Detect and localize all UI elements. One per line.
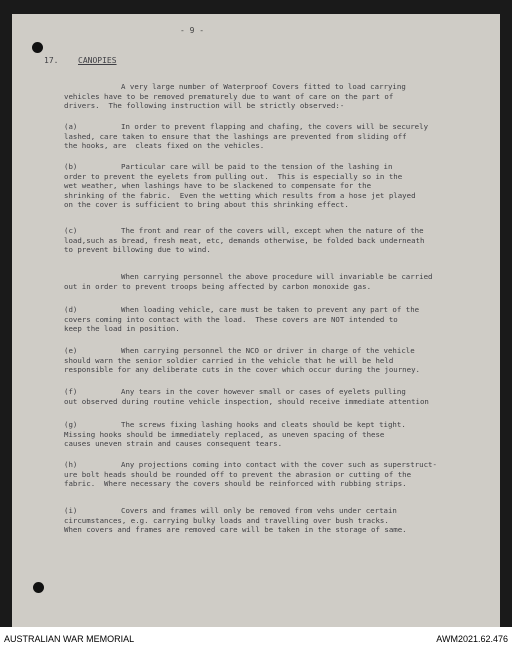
paragraph-line: fabric. Where necessary the covers should be reinforced with rubbing strips. — [64, 479, 407, 488]
footer-institution: AUSTRALIAN WAR MEMORIAL — [4, 634, 135, 644]
paragraph-line: out observed during routine vehicle inspection, should receive immediate attention — [64, 396, 429, 406]
paragraph-line: In order to prevent flapping and chafing, the covers will be securely — [121, 122, 429, 131]
paragraph-label: (a) — [64, 122, 78, 131]
paragraph-line: Particular care will be paid to the tension of the lashing in — [121, 162, 393, 171]
paragraph-line: A very large number of Waterproof Covers fitted to load carrying — [121, 82, 406, 91]
paragraph-label: (d) — [64, 305, 78, 314]
paragraph-line: When loading vehicle, care must be taken to prevent any part of the — [121, 305, 420, 314]
paragraph-line: The front and rear of the covers will, except when the nature of the — [121, 226, 424, 235]
punch-hole-bottom — [33, 582, 44, 593]
paragraph-line: out in order to prevent troops being affected by carbon monoxide gas. — [64, 281, 372, 291]
paragraph-line: When carrying personnel the above procedure will invariable be carried — [121, 272, 433, 281]
paragraph-label: (g) — [64, 420, 78, 429]
paragraph-line: covers coming into contact with the load. These covers are NOT intended to — [64, 314, 398, 324]
paragraph-line: vehicles have to be removed prematurely due to want of care on the part of — [64, 91, 394, 101]
paragraph-line: load,such as bread, fresh meat, etc, demands otherwise, be folded back underneath — [64, 235, 425, 245]
paragraph-line: Missing hooks should be immediately replaced, as uneven spacing of these — [64, 429, 385, 439]
paragraph-line: shrinking of the fabric. Even the wetting which results from a hose jet played — [64, 190, 416, 200]
paragraph-line: on the cover is sufficient to bring about this shrinking effect. — [64, 200, 349, 209]
paragraph-label: (e) — [64, 346, 78, 355]
paragraph-line: Any tears in the cover however small or cases of eyelets pulling — [121, 387, 406, 396]
paragraph-line: order to prevent the eyelets from pulling out. This is especially so in the — [64, 171, 403, 181]
paragraph-line: Covers and frames will only be removed from vehs under certain — [121, 506, 397, 515]
paragraph-line: keep the load in position. — [64, 324, 180, 333]
paragraph-line: responsible for any deliberate cuts in the cover which occur during the journey. — [64, 365, 420, 374]
paragraph-line: wet weather, when lashings have to be slackened to compensate for the — [64, 181, 372, 190]
paragraph-label: (c) — [64, 226, 78, 235]
paragraph-line: When covers and frames are removed care will be taken in the storage of same. — [64, 525, 407, 534]
paragraph-label: (f) — [64, 387, 78, 396]
section-heading: CANOPIES — [78, 56, 117, 65]
punch-hole-top — [32, 42, 43, 53]
paragraph-line: The screws fixing lashing hooks and cleats should be kept tight. — [121, 420, 406, 429]
paragraph-line: should warn the senior soldier carried in the vehicle that he will be held — [64, 355, 394, 365]
footer-accession-number: AWM2021.62.476 — [436, 634, 508, 644]
paragraph-line: ure bolt heads should be rounded off to prevent the abrasion or cutting of the — [64, 469, 412, 479]
paragraph-line: Any projections coming into contact with the cover such as superstruct- — [121, 460, 437, 469]
paragraph-line: lashed, care taken to ensure that the lashings are prevented from sliding off — [64, 131, 407, 141]
section-number: 17. — [44, 56, 59, 65]
paragraph-line: When carrying personnel the NCO or driver in charge of the vehicle — [121, 346, 415, 355]
paragraph-line: drivers. The following instruction will be strictly observed:- — [64, 101, 345, 110]
paragraph-label: (h) — [64, 460, 78, 469]
paragraph-line: causes uneven strain and causes consequent tears. — [64, 439, 283, 448]
paragraph-label: (b) — [64, 162, 78, 171]
paragraph-line: to prevent billowing due to wind. — [64, 245, 211, 254]
paragraph-line: the hooks, are cleats fixed on the vehicles. — [64, 141, 265, 150]
paragraph-label: (i) — [64, 506, 78, 515]
footer-bar — [0, 627, 512, 653]
paragraph-line: circumstances, e.g. carrying bulky loads and travelling over bush tracks. — [64, 515, 389, 525]
page-number: - 9 - — [180, 26, 205, 35]
